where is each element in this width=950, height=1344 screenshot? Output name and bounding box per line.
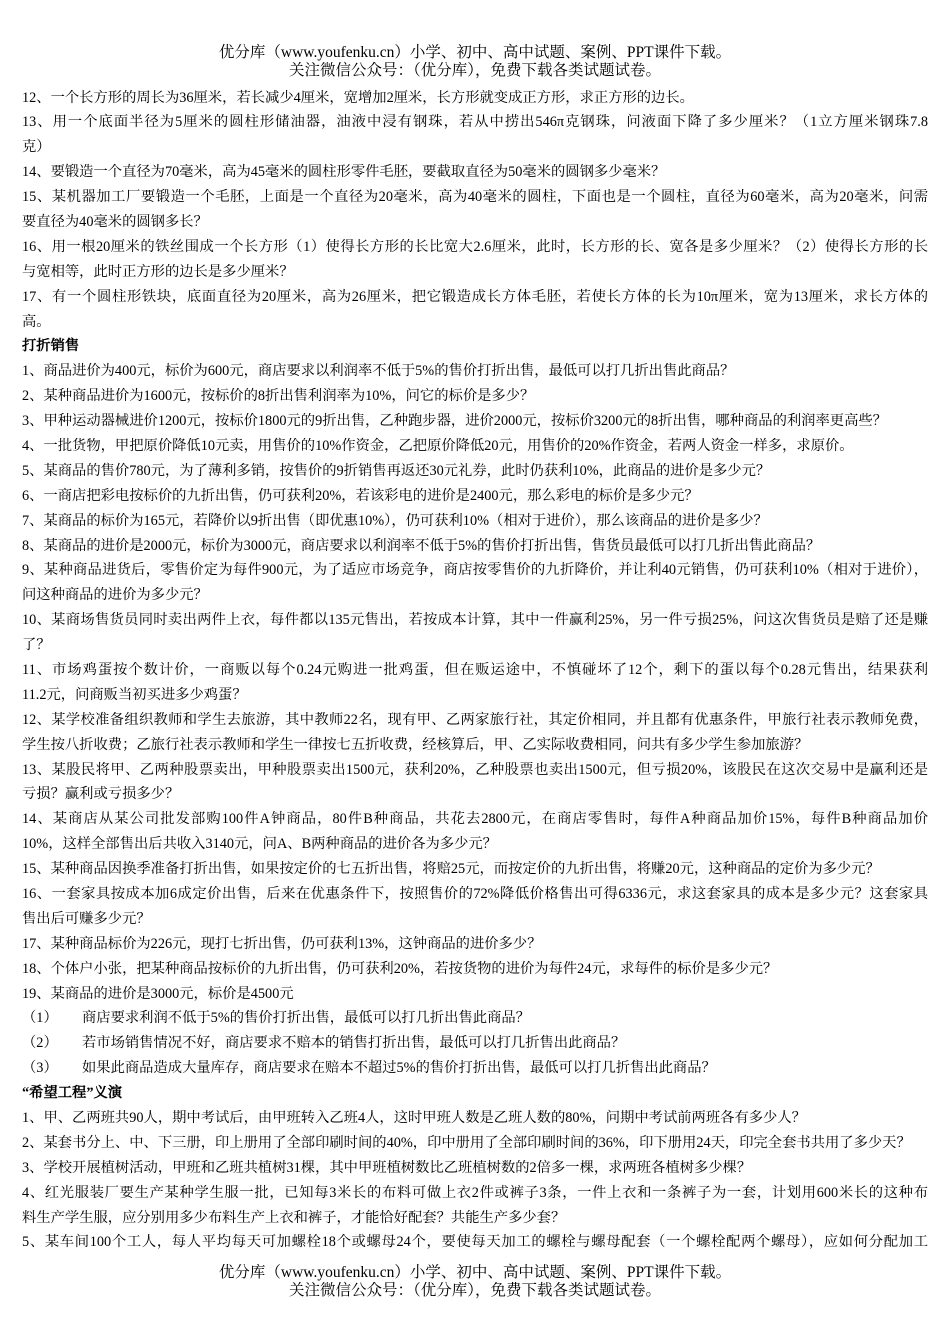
footer-wechat-line: 关注微信公众号：（优分库），免费下载各类试题试卷。 bbox=[288, 1282, 661, 1299]
problem-text-line: 要直径为40毫米的圆钢多长？ bbox=[22, 213, 208, 230]
sub-question-label: （2） bbox=[22, 1035, 58, 1052]
problem-text-line: 10%，这样全部售出后共收入3140元，问A、B两种商品的进价各为多少元？ bbox=[22, 836, 497, 853]
problem-item bbox=[22, 185, 928, 235]
sub-question bbox=[22, 1056, 928, 1081]
problem-item bbox=[22, 1106, 928, 1131]
problem-item bbox=[22, 484, 928, 509]
sub-question-label: （1） bbox=[22, 1010, 58, 1027]
problem-text-line: 19、某商品的进价是3000元，标价是4500元 bbox=[22, 985, 294, 1002]
section-continued-problems bbox=[22, 86, 928, 335]
worksheet-body bbox=[22, 86, 928, 1256]
sub-question-text: 若市场销售情况不好，商店要求不赔本的销售打折出售，最低可以打几折售出此商品？ bbox=[82, 1035, 626, 1052]
problem-text-line: 11.2元，问商贩当初买进多少鸡蛋？ bbox=[22, 686, 247, 703]
problem-item bbox=[22, 359, 928, 384]
problem-text-line: 2、某种商品进价为1600元，按标价的8折出售利润率为10%，问它的标价是多少？ bbox=[22, 388, 535, 405]
problem-text-line: 5、某商品的售价780元，为了薄利多销，按售价的9折销售再返还30元礼券，此时仍获利10%，此商品的进价是多少元？ bbox=[22, 462, 771, 479]
problem-item bbox=[22, 285, 928, 335]
sub-question bbox=[22, 1031, 928, 1056]
problem-item bbox=[22, 509, 928, 534]
problem-item bbox=[22, 459, 928, 484]
problem-text-line: 9、某种商品进货后，零售价定为每件900元，为了适应市场竞争，商店按零售价的九折降价，并让利40元销售，仍可获利10%（相对于进价）， bbox=[22, 562, 928, 579]
problem-item bbox=[22, 235, 928, 285]
problem-item bbox=[22, 384, 928, 409]
problem-item bbox=[22, 1156, 928, 1181]
section-hope-project bbox=[22, 1081, 928, 1255]
problem-text-line: 学生按八折收费；乙旅行社表示教师和学生一律按七五折收费，经核算后，甲、乙实际收费相同，问共有多少学生参加旅游？ bbox=[22, 736, 809, 753]
problem-text-line: 12、某学校准备组织教师和学生去旅游，其中教师22名，现有甲、乙两家旅行社，其定价相同，并且都有优惠条件，甲旅行社表示教师免费， bbox=[22, 711, 928, 728]
problem-item bbox=[22, 982, 928, 1082]
sub-question-text: 如果此商品造成大量库存，商店要求在赔本不超过5%的售价打折出售，最低可以打几折售出此商品？ bbox=[82, 1060, 716, 1077]
page-header bbox=[0, 44, 950, 80]
problem-text-line: 11、市场鸡蛋按个数计价，一商贩以每个0.24元购进一批鸡蛋，但在贩运途中，不慎碰坏了12个，剩下的蛋以每个0.28元售出，结果获利 bbox=[22, 661, 928, 678]
sub-question-label: （3） bbox=[22, 1060, 58, 1077]
problem-item bbox=[22, 1181, 928, 1231]
problem-text-line: 16、用一根20厘米的铁丝围成一个长方形（1）使得长方形的长比宽大2.6厘米，此时，长方形的长、宽各是多少厘米？（2）使得长方形的长 bbox=[22, 238, 928, 255]
problem-text-line: 问这种商品的进价为多少元？ bbox=[22, 587, 208, 604]
problem-text-line: 了？ bbox=[22, 637, 51, 654]
problem-text-line: 7、某商品的标价为165元，若降价以9折出售（即优惠10%），仍可获利10%（相对于进价），那么该商品的进价是多少？ bbox=[22, 512, 768, 529]
problem-text-line: 3、学校开展植树活动，甲班和乙班共植树31棵，其中甲班植树数比乙班植树数的2倍多一棵，求两班各植树多少棵？ bbox=[22, 1159, 752, 1176]
problem-text-line: 14、某商店从某公司批发部购100件A钟商品，80件B种商品，共花去2800元，在商店零售时，每件A种商品加价15%，每件B种商品加价 bbox=[22, 811, 928, 828]
problem-text-line: 13、某股民将甲、乙两种股票卖出，甲种股票卖出1500元，获利20%，乙种股票也卖出1500元，但亏损20%，该股民在这次交易中是赢利还是 bbox=[22, 761, 928, 778]
section-heading: “希望工程”义演 bbox=[22, 1085, 123, 1102]
problem-item bbox=[22, 658, 928, 708]
problem-text-line: 17、某种商品标价为226元，现打七折出售，仍可获利13%，这钟商品的进价多少？ bbox=[22, 935, 542, 952]
section-discount-sales bbox=[22, 334, 928, 1081]
problem-item bbox=[22, 409, 928, 434]
problem-item bbox=[22, 932, 928, 957]
problem-text-line: 14、要锻造一个直径为70毫米，高为45毫米的圆柱形零件毛胚，要截取直径为50毫米的圆钢多少毫米？ bbox=[22, 164, 666, 181]
problem-text-line: 1、商品进价为400元，标价为600元，商店要求以利润率不低于5%的售价打折出售，最低可以打几折出售此商品？ bbox=[22, 363, 735, 380]
footer-site-line: 优分库（www.youfenku.cn）小学、初中、高中试题、案例、PPT课件下载。 bbox=[218, 1264, 732, 1281]
problem-item bbox=[22, 708, 928, 758]
problem-text-line: 3、甲种运动器械进价1200元，按标价1800元的9折出售，乙种跑步器，进价2000元，按标价3200元的8折出售，哪种商品的利润率更高些？ bbox=[22, 413, 887, 430]
problem-text-line: 15、某种商品因换季准备打折出售，如果按定价的七五折出售，将赔25元，而按定价的九折出售，将赚20元，这种商品的定价为多少元？ bbox=[22, 861, 880, 878]
problem-text-line: 克） bbox=[22, 139, 51, 156]
problem-text-line: 亏损？赢利或亏损多少？ bbox=[22, 786, 180, 803]
sub-question bbox=[22, 1006, 928, 1031]
problem-text-line: 10、某商场售货员同时卖出两件上衣，每件都以135元售出，若按成本计算，其中一件赢利25%，另一件亏损25%，问这次售货员是赔了还是赚 bbox=[22, 612, 928, 629]
problem-item bbox=[22, 807, 928, 857]
problem-text-line: 1、甲、乙两班共90人，期中考试后，由甲班转入乙班4人，这时甲班人数是乙班人数的80%，问期中考试前两班各有多少人？ bbox=[22, 1110, 806, 1127]
problem-text-line: 5、某车间100个工人，每人平均每天可加螺栓18个或螺母24个，要使每天加工的螺栓与螺母配套（一个螺栓配两个螺母），应如何分配加工 bbox=[22, 1234, 928, 1251]
problem-text-line: 高。 bbox=[22, 313, 51, 330]
problem-item bbox=[22, 857, 928, 882]
problem-text-line: 6、一商店把彩电按标价的九折出售，仍可获利20%，若该彩电的进价是2400元，那么彩电的标价是多少元？ bbox=[22, 487, 699, 504]
problem-item bbox=[22, 1230, 928, 1255]
section-heading: 打折销售 bbox=[22, 338, 80, 355]
problem-text-line: 17、有一个圆柱形铁块，底面直径为20厘米，高为26厘米，把它锻造成长方体毛胚，若使长方体的长为10π厘米，宽为13厘米，求长方体的 bbox=[22, 288, 928, 305]
problem-text-line: 4、一批货物，甲把原价降低10元卖，用售价的10%作资金，乙把原价降低20元，用售价的20%作资金，若两人资金一样多，求原价。 bbox=[22, 437, 854, 454]
problem-item bbox=[22, 608, 928, 658]
problem-text-line: 与宽相等，此时正方形的边长是多少厘米？ bbox=[22, 263, 294, 280]
problem-item bbox=[22, 160, 928, 185]
problem-text-line: 12、一个长方形的周长为36厘米，若长减少4厘米，宽增加2厘米，长方形就变成正方形，求正方形的边长。 bbox=[22, 89, 694, 106]
problem-item bbox=[22, 882, 928, 932]
problem-text-line: 售出后可赚多少元？ bbox=[22, 910, 151, 927]
header-site-line: 优分库（www.youfenku.cn）小学、初中、高中试题、案例、PPT课件下载。 bbox=[218, 44, 732, 61]
problem-text-line: 4、红光服装厂要生产某种学生服一批，已知每3米长的布料可做上衣2件或裤子3条，一件上衣和一条裤子为一套，计划用600米长的这种布 bbox=[22, 1184, 928, 1201]
problem-item bbox=[22, 534, 928, 559]
sub-question-text: 商店要求利润不低于5%的售价打折出售，最低可以打几折出售此商品？ bbox=[82, 1010, 530, 1027]
problem-item bbox=[22, 86, 928, 111]
problem-text-line: 2、某套书分上、中、下三册，印上册用了全部印刷时间的40%，印中册用了全部印刷时间的36%，印下册用24天，印完全套书共用了多少天？ bbox=[22, 1134, 911, 1151]
page-footer bbox=[0, 1264, 950, 1300]
problem-item bbox=[22, 558, 928, 608]
problem-item bbox=[22, 110, 928, 160]
problem-text-line: 15、某机器加工厂要锻造一个毛胚，上面是一个直径为20毫米，高为40毫米的圆柱，下面也是一个圆柱，直径为60毫米，高为20毫米，问需 bbox=[22, 189, 928, 206]
problem-item bbox=[22, 1131, 928, 1156]
problem-item bbox=[22, 758, 928, 808]
problem-text-line: 18、个体户小张，把某种商品按标价的九折出售，仍可获利20%，若按货物的进价为每件24元，求每件的标价是多少元？ bbox=[22, 960, 778, 977]
problem-text-line: 8、某商品的进价是2000元，标价为3000元，商店要求以利润率不低于5%的售价打折出售，售货员最低可以打几折出售此商品？ bbox=[22, 537, 821, 554]
problem-text-line: 13、用一个底面半径为5厘米的圆柱形储油器，油液中浸有钢珠，若从中捞出546π克钢珠，问液面下降了多少厘米？（1立方厘米钢珠7.8 bbox=[22, 114, 928, 131]
problem-item bbox=[22, 957, 928, 982]
problem-item bbox=[22, 434, 928, 459]
header-wechat-line: 关注微信公众号：（优分库），免费下载各类试题试卷。 bbox=[288, 62, 661, 79]
problem-text-line: 料生产学生服，应分别用多少布料生产上衣和裤子，才能恰好配套？共能生产多少套？ bbox=[22, 1209, 566, 1226]
problem-text-line: 16、一套家具按成本加6成定价出售，后来在优惠条件下，按照售价的72%降低价格售出可得6336元，求这套家具的成本是多少元？这套家具 bbox=[22, 886, 928, 902]
